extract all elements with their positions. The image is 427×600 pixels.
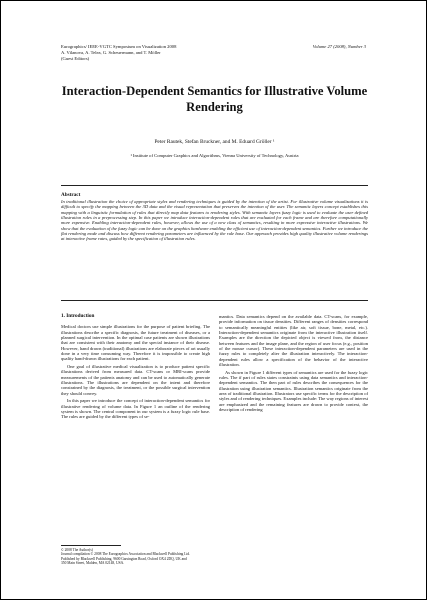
venue-line-3: (Guest Editors) — [61, 55, 90, 61]
footnote-line: Published by Blackwell Publishing, 9600 Garsington Road, Oxford OX4 2DQ, UK and — [61, 556, 187, 561]
paragraph: Medical doctors use simple illustrations for the purpose of patient briefing. The illustrations describe a specific diagnosis, the future treatment of diseases, or a planned surgical intervention. In the optimal case patients are shown illustrations that are consistent with their anatomy and the special instance of their disease. However, hand drawn (traditional) illustrations are elaborate pieces of art usually done in a very time consuming way. Therefore it is impossible to create high quality hand-drawn illustrations for each patient. — [61, 324, 210, 362]
abstract-top-rule — [61, 185, 368, 186]
paragraph: In this paper we introduce the concept of interaction-dependent semantics for illustrative rendering of volume data. In Figure 1 an outline of the rendering system is shown. The central component in our system is a fuzzy logic rule base. The rules are guided by the different types of se- — [61, 398, 210, 420]
footnote-line: 350 Main Street, Malden, MA 02148, USA. — [61, 561, 125, 566]
venue-line-2: A. Vilanova, A. Telea, G. Scheuermann, and T. Möller — [61, 49, 161, 55]
abstract-heading: Abstract — [61, 192, 81, 198]
footnote-line: Journal compilation © 2008 The Eurographics Association and Blackwell Publishing Ltd. — [61, 552, 191, 557]
venue-line-1: Eurographics/ IEEE-VGTC Symposium on Visualization 2008 — [61, 44, 177, 49]
venue-header — [61, 44, 176, 61]
affiliation: ¹ Institute of Computer Graphics and Algorithms, Vienna University of Technology, Austria — [130, 153, 299, 158]
copyright-footnote — [61, 548, 210, 566]
abstract-text: In traditional illustration the choice of appropriate styles and rendering techniques is guided by the intention of the artist. For illustrative volume visualizations it is difficult to specify the mapping between the 3D data and the visual representation that preserves the intention of the user. The semantic layers concept establishes this mapping with a linguistic formulation of rules that directly map data features to rendering styles. With semantic layers fuzzy logic is used to evaluate the user defined illustration rules in a preprocessing step. In this paper we introduce interaction-dependent rules that are evaluated for each frame and are therefore computationally more expensive. Enabling interaction-dependent rules, however, allows the use of a new class of semantics, resulting in more expressive interactive illustrations. We show that the evaluation of the fuzzy logic can be done on the graphics hardware enabling the efficient use of interaction-dependent semantics. Further we introduce the flat rendering mode and discuss how different rendering parameters are influenced by the rule base. Our approach provides high quality illustrative volume renderings at interactive frame rates, guided by the specification of illustration rules. — [61, 199, 368, 242]
paragraph: One goal of illustrative medical visualization is to produce patient specific illustrations derived from measured data. CT-scans or MRI-scans provide measurements of the patients anatomy and can be used to automatically generate illustrations. The illustrations are dependent on the intent and therefore constrained by the diagnosis, the treatment, or the possible surgical intervention they should convey. — [61, 363, 210, 396]
abstract-bottom-rule — [61, 300, 368, 301]
volume-header: Volume 27 (2008), Number 3 — [312, 44, 366, 49]
paragraph: mantics. Data semantics depend on the available data. CT-scans, for example, provide information on tissue densities. Different ranges of densities correspond to semantically meaningful entities (like air, soft tissue, bone, metal, etc.). Interaction-dependent semantics originate from the interactive illustration itself. Examples are the direction the depicted object is viewed from, the distance between features and the image plane, and the region of user focus (e.g., position of the mouse cursor). These interaction-dependent parameters are used in the fuzzy rules to completely alter the illustration interactively. The interaction-dependent rules allow a specification of the behavior of the interactive illustration. — [219, 314, 368, 368]
footnote-line: © 2008 The Author(s) — [61, 548, 93, 552]
right-column — [219, 314, 368, 415]
left-column — [61, 314, 210, 422]
footnote-rule — [61, 545, 121, 546]
paper-title: Interaction-Dependent Semantics for Illustrative Volume Rendering — [61, 84, 368, 114]
section-heading: 1. Introduction — [61, 313, 95, 319]
paragraph: As shown in Figure 1 different types of semantics are used for the fuzzy logic rules. The if part of rules states constraints using data semantics and interaction-dependent semantics. The then part of rules describes the consequences for the illustration using illustration semantics. Illustration semantics originate from the area of traditional illustration. Illustrators use specific terms for the description of styles and of rendering techniques. Examples include: The way regions of interest are emphasized and the remaining features are drawn to provide context, the description of rendering — [219, 369, 368, 413]
author-list: Peter Rautek, Stefan Bruckner, and M. Eduard Gröller ¹ — [154, 139, 275, 145]
